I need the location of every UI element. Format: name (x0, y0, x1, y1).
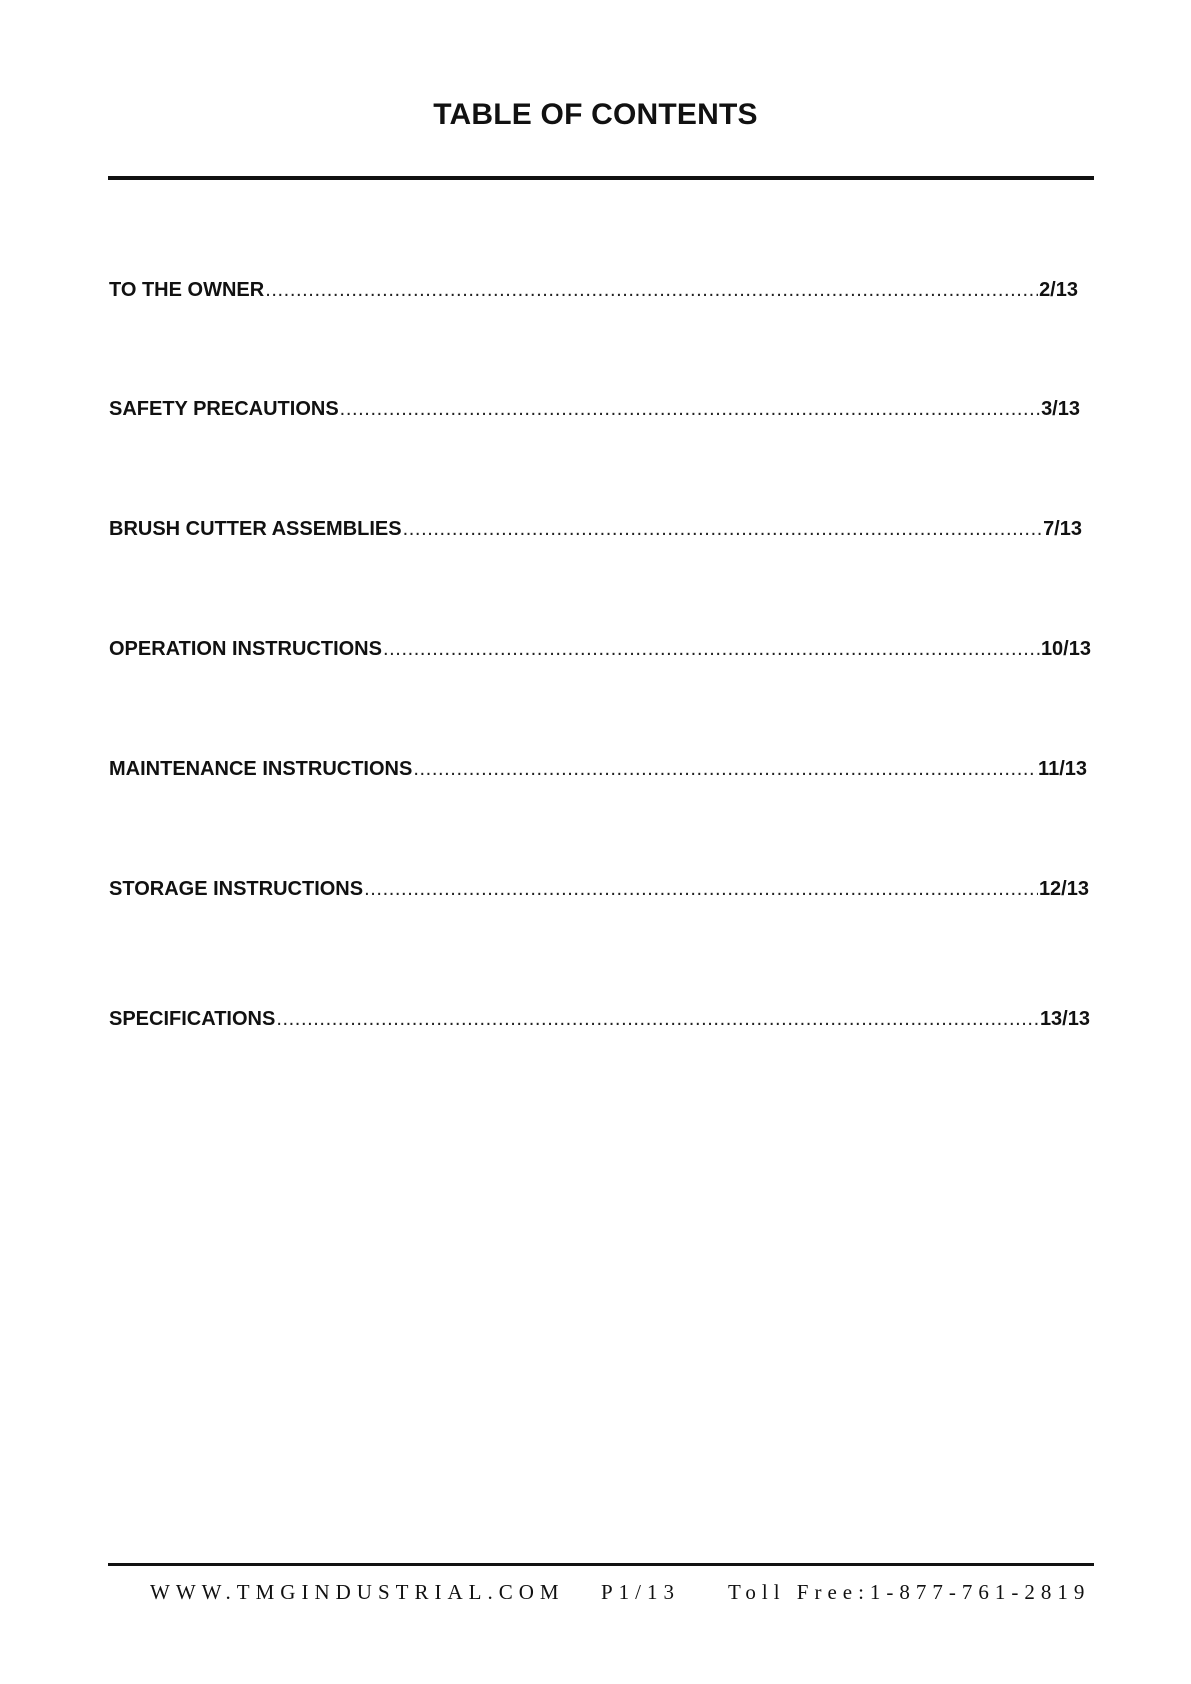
toc-entry-storage-instructions[interactable] (109, 877, 1089, 901)
dot-leader (403, 517, 1042, 541)
dot-leader (383, 637, 1040, 661)
footer-website[interactable]: WWW.TMGINDUSTRIAL.COM (150, 1580, 565, 1604)
toc-entry-label: OPERATION INSTRUCTIONS (109, 638, 382, 660)
toc-entry-label: MAINTENANCE INSTRUCTIONS (109, 758, 413, 780)
toc-entry-page: 3/13 (1041, 398, 1080, 420)
footer-divider (108, 1563, 1094, 1566)
footer-phone: Toll Free:1-877-761-2819 (728, 1580, 1091, 1604)
toc-entry-label: STORAGE INSTRUCTIONS (109, 878, 364, 900)
toc-entry-to-the-owner[interactable] (109, 278, 1078, 302)
toc-entry-page: 7/13 (1043, 518, 1082, 540)
dot-leader (276, 1007, 1039, 1031)
toc-entry-page: 2/13 (1039, 279, 1078, 301)
page-title: TABLE OF CONTENTS (433, 98, 758, 131)
toc-entry-specifications[interactable] (109, 1007, 1090, 1031)
toc-entry-page: 10/13 (1040, 638, 1091, 660)
toc-entry-label: SPECIFICATIONS (109, 1008, 276, 1030)
toc-entry-page: 13/13 (1039, 1008, 1090, 1030)
dot-leader (265, 278, 1038, 302)
title-divider (108, 176, 1094, 180)
dot-leader (340, 397, 1040, 421)
toc-entry-label: BRUSH CUTTER ASSEMBLIES (109, 518, 402, 540)
toc-entry-label: SAFETY PRECAUTIONS (109, 398, 339, 420)
toc-entry-maintenance-instructions[interactable] (109, 757, 1087, 781)
toc-entry-safety-precautions[interactable] (109, 397, 1080, 421)
dot-leader (364, 877, 1038, 901)
toc-entry-operation-instructions[interactable] (109, 637, 1091, 661)
dot-leader (413, 757, 1037, 781)
footer-page-number: P1/13 (601, 1580, 681, 1604)
toc-entry-page: 11/13 (1038, 758, 1087, 780)
toc-entry-label: TO THE OWNER (109, 279, 265, 301)
toc-entry-brush-cutter-assemblies[interactable] (109, 517, 1082, 541)
toc-entry-page: 12/13 (1038, 878, 1089, 900)
